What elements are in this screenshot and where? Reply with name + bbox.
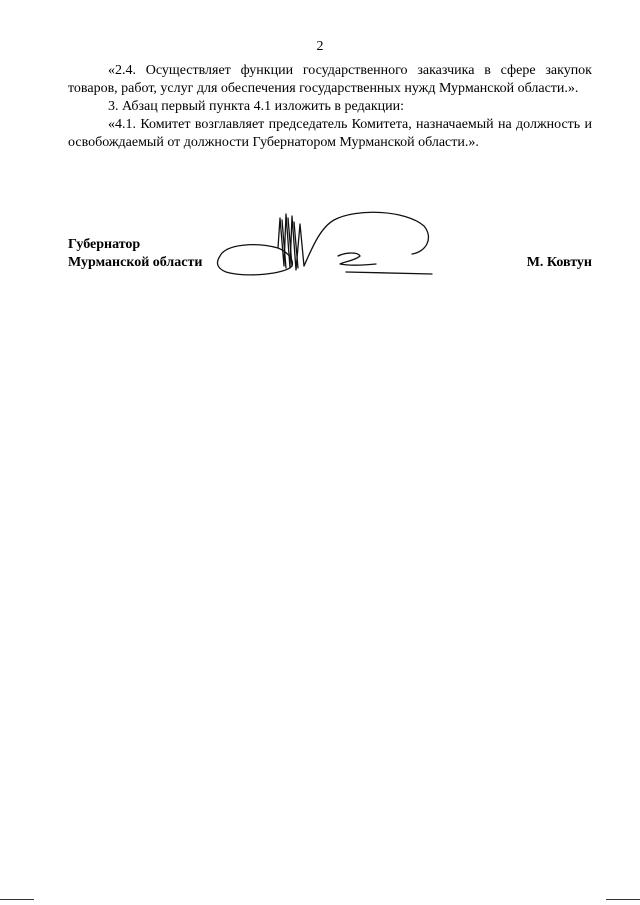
- handwritten-signature: [216, 208, 436, 288]
- signer-name: М. Ковтун: [526, 255, 592, 270]
- paragraph-clause-2-4: «2.4. Осуществляет функции государственного заказчика в сфере закупок товаров, работ, услуг для обеспечения государственных нужд Мурманской области.».: [68, 63, 592, 96]
- paragraph-clause-4-1: «4.1. Комитет возглавляет председатель Комитета, назначаемый на должность и освобождаемый от должности Губернатором Мурманской области.».: [68, 117, 592, 150]
- page-edge-mark-right: [606, 899, 640, 900]
- signer-title: [68, 236, 202, 272]
- page-number: 2: [316, 39, 324, 54]
- document-body: [68, 62, 592, 152]
- page-edge-mark-left: [0, 899, 34, 900]
- signer-region: Мурманской области: [68, 255, 203, 270]
- signer-position: Губернатор: [68, 237, 141, 252]
- paragraph-amendment-4-1: 3. Абзац первый пункта 4.1 изложить в редакции:: [108, 99, 405, 114]
- signature-block: [68, 236, 592, 296]
